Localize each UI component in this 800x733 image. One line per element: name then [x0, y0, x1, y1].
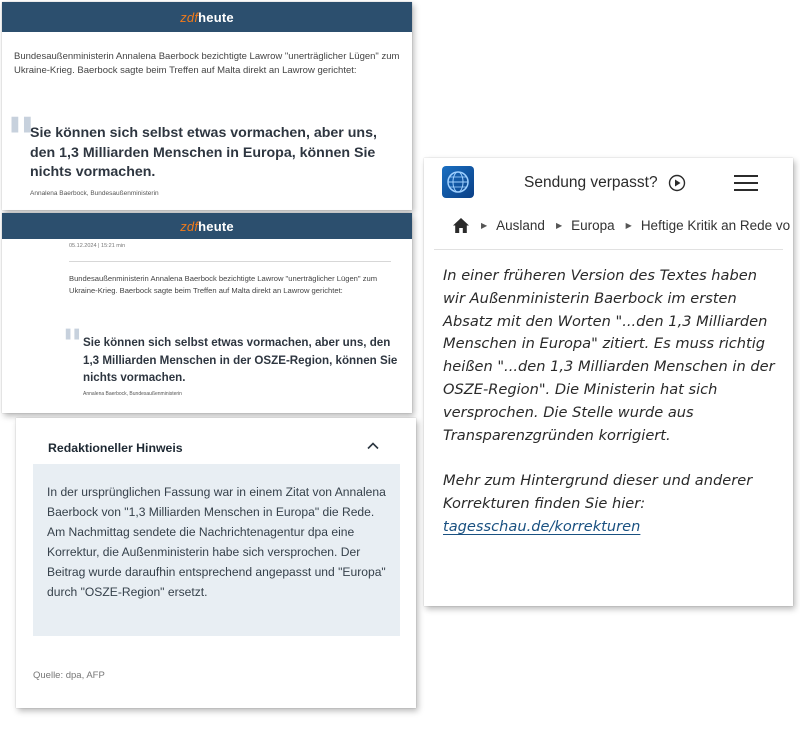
corrections-link[interactable]: tagesschau.de/korrekturen — [443, 517, 641, 535]
zdf-logo-part2: heute — [198, 218, 234, 234]
menu-icon[interactable] — [734, 174, 758, 192]
breadcrumb-separator-icon: ▶ — [481, 220, 488, 230]
editorial-note-title[interactable]: Redaktioneller Hinweis — [48, 441, 183, 455]
missed-show-link[interactable]: Sendung verpasst? — [524, 174, 658, 191]
quote-text: Sie können sich selbst etwas vormachen, aber uns, den 1,3 Milliarden Menschen in der OSZE-Region, können Sie nichts vormachen. — [83, 336, 398, 384]
play-icon[interactable] — [668, 174, 686, 192]
source-line: Quelle: dpa, AFP — [33, 670, 105, 681]
quote-attribution: Annalena Baerbock, Bundesaußenministerin — [83, 391, 182, 397]
tagesschau-logo-icon[interactable] — [442, 166, 474, 198]
home-icon[interactable] — [452, 217, 470, 234]
article-date: 05.12.2024 | 15:21 min — [69, 243, 126, 249]
quote-mark-icon: " — [6, 105, 37, 173]
quote-text: Sie können sich selbst etwas vormachen, aber uns, den 1,3 Milliarden Menschen in Europa, können Sie nichts vormachen. — [30, 125, 377, 180]
breadcrumb-item-europa[interactable]: Europa — [571, 217, 615, 233]
divider — [69, 261, 391, 262]
zdf-header-bar — [2, 2, 412, 32]
editorial-note-card — [16, 418, 416, 708]
zdf-article-corrected — [2, 213, 412, 413]
quote-mark-icon: " — [62, 321, 83, 368]
zdf-logo-part2: heute — [198, 9, 234, 25]
article-intro: Bundesaußenministerin Annalena Baerbock bezichtigte Lawrow "unerträglicher Lügen" zum Ukraine-Krieg. Baerbock sagte beim Treffen auf Malta direkt an Lawrow gerichtet: — [14, 51, 400, 76]
breadcrumb-item-article[interactable]: Heftige Kritik an Rede vo — [640, 217, 791, 233]
divider — [434, 249, 783, 250]
breadcrumb-separator-icon: ▶ — [625, 220, 632, 230]
editorial-note-text: In der ursprünglichen Fassung war in einem Zitat von Annalena Baerbock von "1,3 Milliarden Menschen in Europa" die Rede. Am Nachmittag sendete die Nachrichtenagentur dpa eine Korrektur, die Außenministerin habe sich versprochen. Der Beitrag wurde daraufhin entsprechend angepasst und "Europa" durch "OSZE-Region" ersetzt. — [47, 485, 386, 599]
breadcrumb-separator-icon: ▶ — [555, 220, 563, 230]
quote-attribution: Annalena Baerbock, Bundesaußenministerin — [30, 190, 159, 197]
zdf-logo-part1: zdf — [180, 9, 199, 25]
correction-text-block — [443, 265, 783, 539]
chevron-up-icon[interactable] — [365, 438, 381, 454]
zdf-logo-part1: zdf — [180, 218, 199, 234]
zdf-article-original — [2, 2, 412, 210]
more-info-text — [443, 470, 783, 538]
breadcrumb — [452, 215, 793, 235]
breadcrumb-item-ausland[interactable]: Ausland — [496, 217, 545, 233]
correction-notice: In einer früheren Version des Textes haben wir Außenministerin Baerbock im ersten Absatz mit den Worten "...den 1,3 Milliarden Menschen in Europa" zitiert. Es muss richtig heißen "...den 1,3 Milliarden Menschen in der OSZE-Region". Die Ministerin hat sich versprochen. Die Stelle wurde aus Transparenzgründen korrigiert. — [443, 267, 775, 444]
tagesschau-correction-card — [424, 158, 793, 606]
more-info-label: Mehr zum Hintergrund dieser und anderer Korrekturen finden Sie hier: — [443, 472, 753, 512]
zdf-header-bar — [2, 213, 412, 239]
editorial-note-panel — [33, 464, 400, 636]
article-intro: Bundesaußenministerin Annalena Baerbock bezichtigte Lawrow "unerträglicher Lügen" zum Ukraine-Krieg. Baerbock sagte beim Treffen auf Malta direkt an Lawrow gerichtet: — [69, 274, 378, 295]
